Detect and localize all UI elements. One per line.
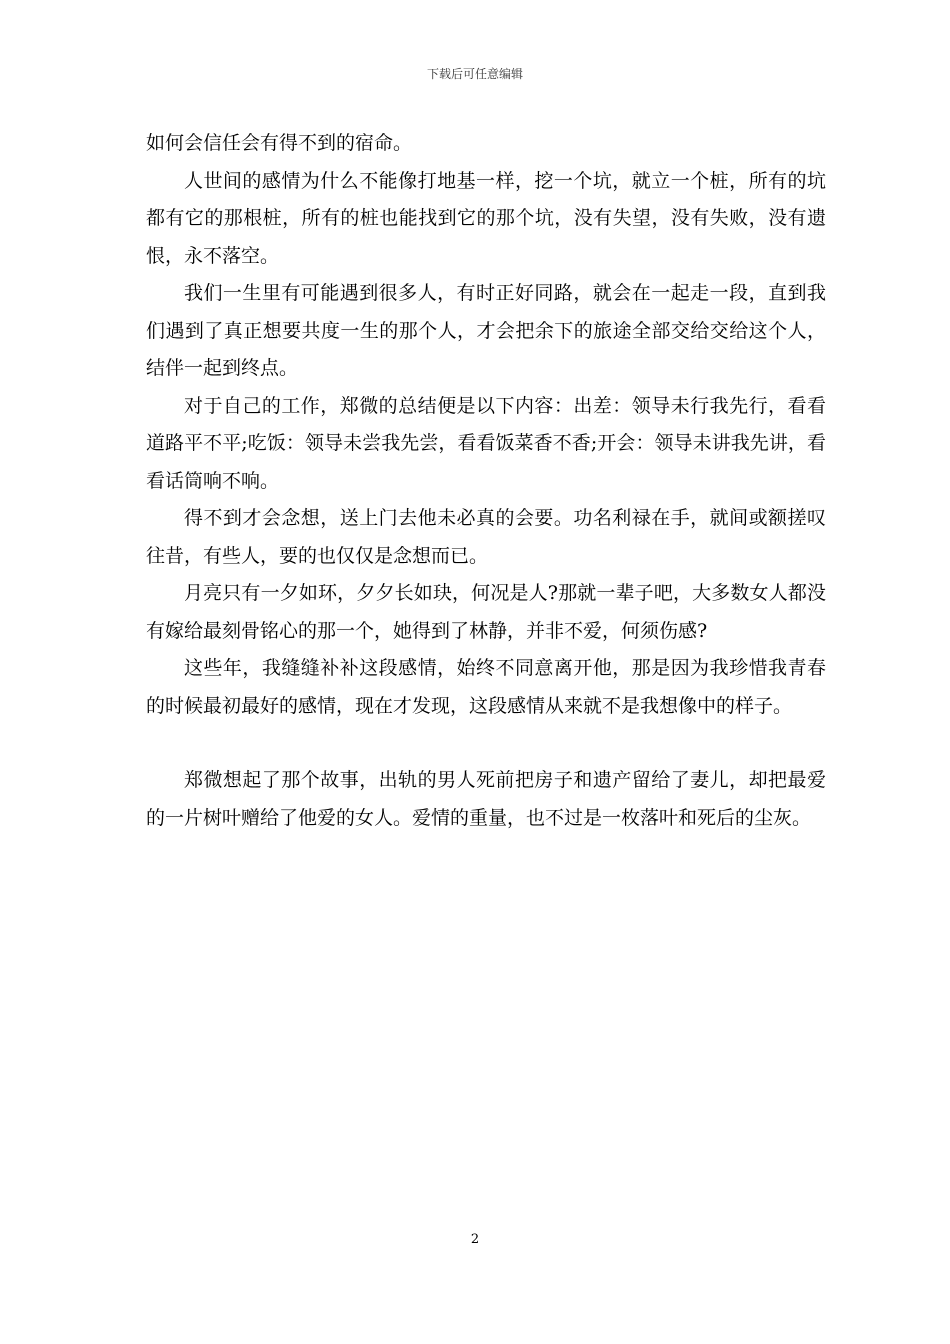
paragraph: 这些年，我缝缝补补这段感情，始终不同意离开他，那是因为我珍惜我青春的时候最初最好的感情，现在才发现，这段感情从来就不是我想像中的样子。 xyxy=(146,657,826,717)
page-header: 下载后可任意编辑 xyxy=(426,67,523,81)
paragraph: 月亮只有一夕如环，夕夕长如玦，何况是人?那就一辈子吧，大多数女人都没有嫁给最刻骨铭心的那一个，她得到了林静，并非不爱，何须伤感? xyxy=(146,582,826,642)
paragraph: 得不到才会念想，送上门去他未必真的会要。功名利禄在手，就间或额搓叹往昔，有些人，要的也仅仅是念想而已。 xyxy=(146,507,826,567)
paragraph: 郑微想起了那个故事，出轨的男人死前把房子和遗产留给了妻儿，却把最爱的一片树叶赠给了他爱的女人。爱情的重量，也不过是一枚落叶和死后的尘灰。 xyxy=(146,769,826,829)
paragraph: 对于自己的工作，郑微的总结便是以下内容：出差：领导未行我先行，看看道路平不平;吃饭：领导未尝我先尝，看看饭菜香不香;开会：领导未讲我先讲，看看话筒响不响。 xyxy=(146,394,826,492)
document-body xyxy=(146,125,826,837)
blank-line xyxy=(146,725,826,762)
paragraph-continuation: 如何会信任会有得不到的宿命。 xyxy=(146,132,413,154)
page-number: 2 xyxy=(470,1232,480,1247)
paragraph: 我们一生里有可能遇到很多人，有时正好同路，就会在一起走一段，直到我们遇到了真正想要共度一生的那个人，才会把余下的旅途全部交给交给这个人，结伴一起到终点。 xyxy=(146,282,826,379)
paragraph: 人世间的感情为什么不能像打地基一样，挖一个坑，就立一个桩，所有的坑都有它的那根桩，所有的桩也能找到它的那个坑，没有失望，没有失败，没有遗恨，永不落空。 xyxy=(146,169,826,267)
